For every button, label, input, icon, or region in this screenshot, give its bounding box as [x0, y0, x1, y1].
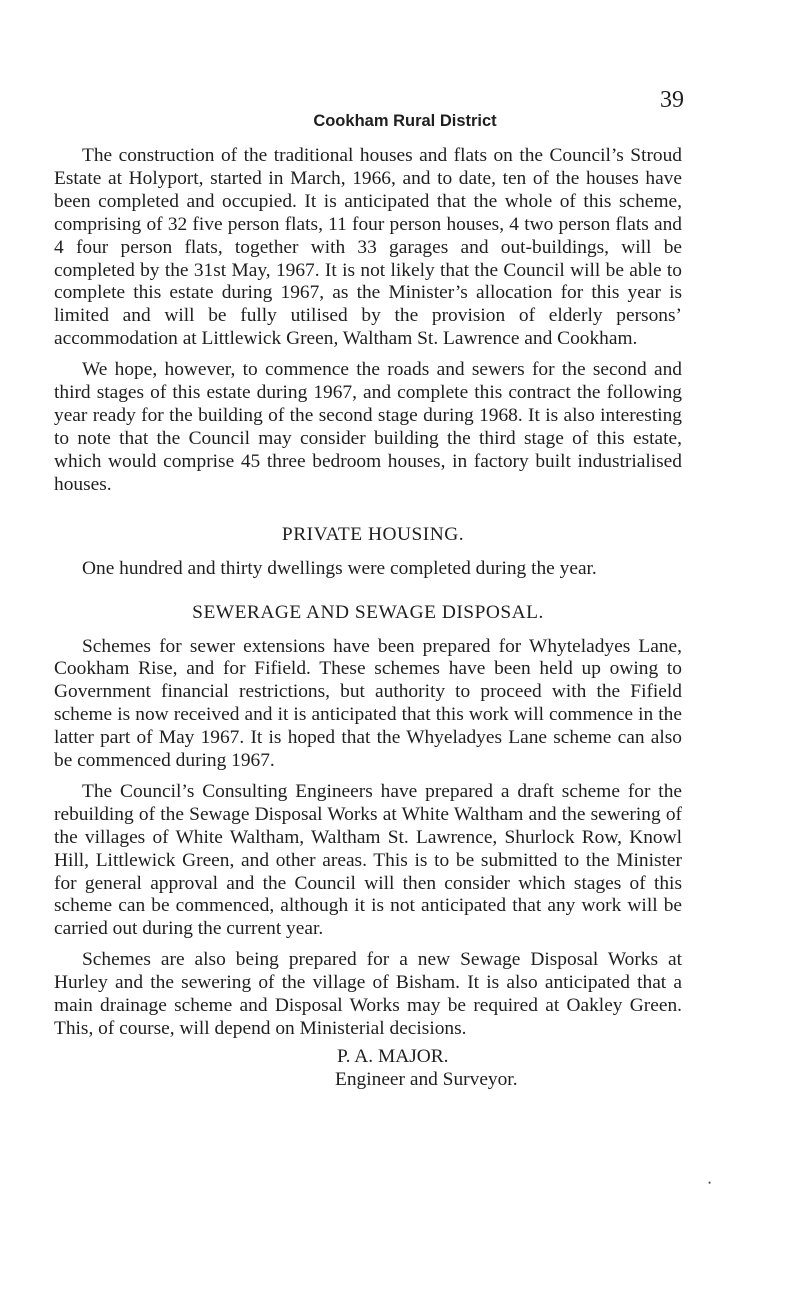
paragraph-consulting-engineers: The Council’s Consulting Engineers have prepared a draft scheme for the rebuilding of the Sewage Disposal Works at White Waltham and the sewering of the villages of White Waltham, Waltham St. Lawrence, Shurlock Row, Knowl Hill, Littlewick Green, and other areas. This is to be submitted to the Minister for general approval and the Council will then consider which stages of this scheme can be commenced, although it is not anticipated that any work will be carried out during the current year. — [54, 780, 682, 940]
page-number: 39 — [660, 87, 684, 113]
paragraph-hurley-bisham: Schemes are also being prepared for a new Sewage Disposal Works at Hurley and the sewering of the village of Bisham. It is also anticipated that a main drainage scheme and Disposal Works may be required at Oakley Green. This, of course, will depend on Ministerial decisions. — [54, 949, 682, 1039]
stray-mark: • — [708, 1178, 712, 1188]
heading-private-housing: PRIVATE HOUSING. — [281, 523, 465, 545]
heading-sewerage-disposal: SEWERAGE AND SEWAGE DISPOSAL. — [192, 601, 544, 623]
paragraph-stroud-estate: The construction of the traditional houses and flats on the Council’s Stroud Estate at Holyport, started in March, 1966, and to date, ten of the houses have been completed and occupied. It is anticipated that the whole of this scheme, comprising of 32 five person flats, 11 four person houses, 4 two person flats and 4 four person flats, together with 33 garages and out-buildings, will be completed by the 31st May, 1967. It is not likely that the Council will be able to complete this estate during 1967, as the Minister’s allocation for this year is limited and will be fully utilised by the provision of elderly persons’ accommodation at Littlewick Green, Waltham St. Lawrence and Cookham. — [54, 145, 682, 350]
report-body — [54, 145, 682, 1091]
page-header: Cookham Rural District — [313, 112, 497, 130]
signature-block — [54, 1045, 682, 1091]
signatory-name: P. A. MAJOR. — [337, 1045, 449, 1067]
paragraph-roads-and-sewers: We hope, however, to commence the roads and sewers for the second and third stages of this estate during 1967, and complete this contract the following year ready for the building of the second stage during 1968. It is also interesting to note that the Council may consider building the third stage of this estate, which would comprise 45 three bedroom houses, in factory built industrialised houses. — [54, 359, 682, 495]
signatory-title: Engineer and Surveyor. — [335, 1068, 518, 1090]
paragraph-sewer-extensions: Schemes for sewer extensions have been prepared for Whyteladyes Lane, Cookham Rise, and for Fifield. These schemes have been held up owing to Government financial restrictions, but authority to proceed with the Fifield scheme is now received and it is anticipated that this work will commence in the latter part of May 1967. It is hoped that the Whyeladyes Lane scheme can also be commenced during 1967. — [54, 635, 682, 772]
paragraph-private-housing: One hundred and thirty dwellings were completed during the year. — [82, 557, 597, 579]
